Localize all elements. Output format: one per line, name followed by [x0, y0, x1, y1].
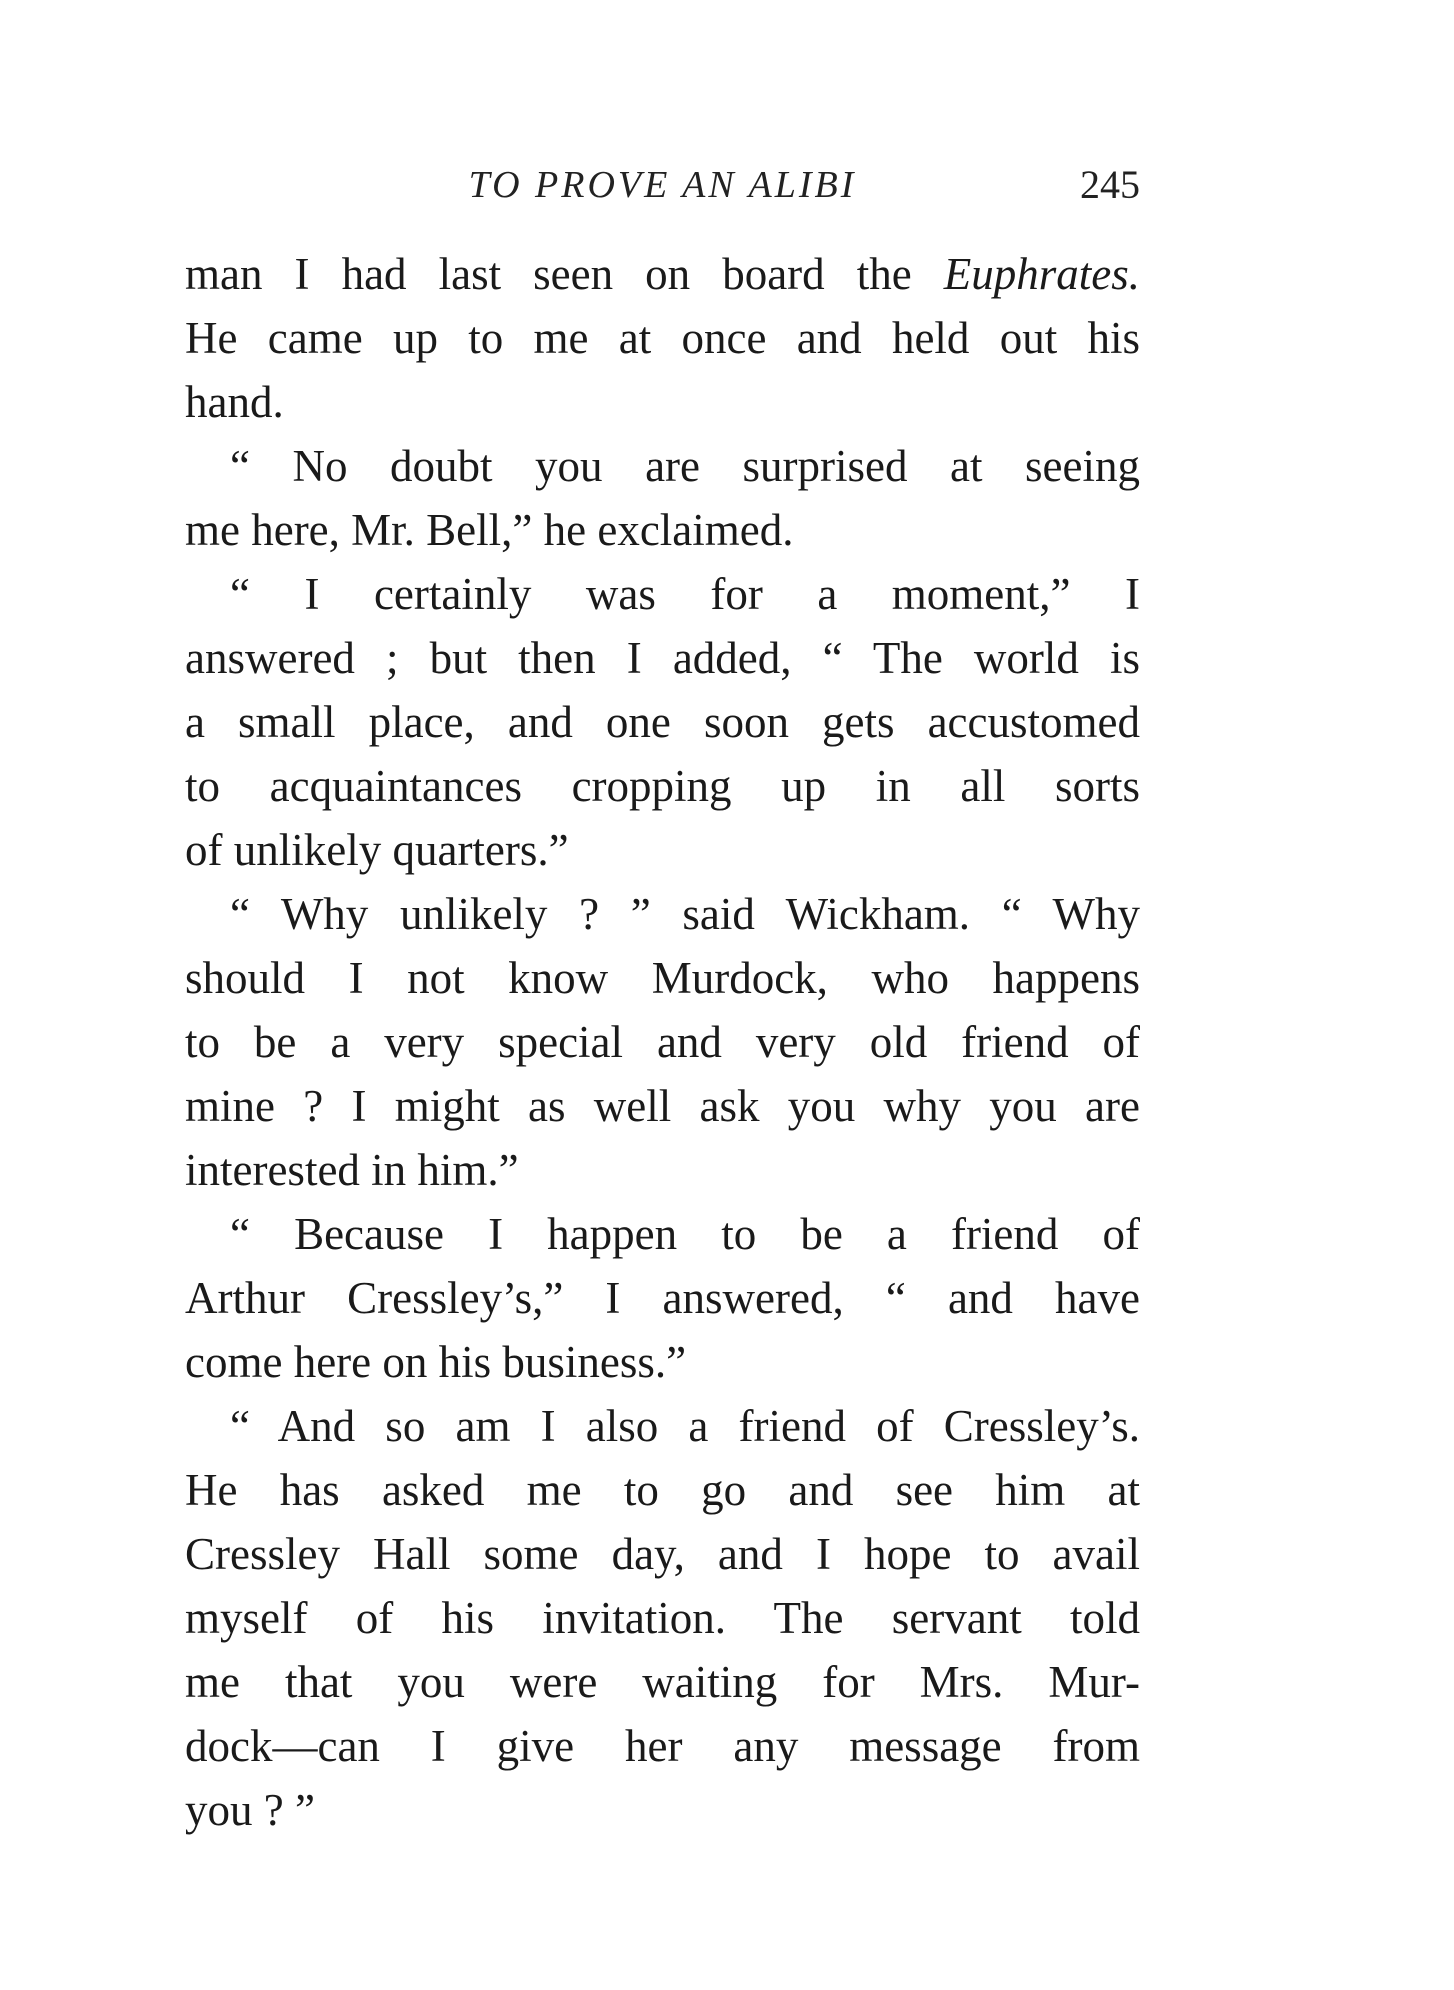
text-line	[185, 1650, 1140, 1714]
line-text: “ I certainly was for a moment,” I	[230, 569, 1140, 619]
text-line	[185, 1010, 1140, 1074]
line-text: me that you were waiting for Mrs. Mur-	[185, 1657, 1140, 1707]
line-text: He came up to me at once and held out his	[185, 313, 1140, 363]
line-text: Arthur Cressley’s,” I answered, “ and have	[185, 1273, 1140, 1323]
text-line	[185, 562, 1140, 626]
line-text: “ Why unlikely ? ” said Wickham. “ Why	[230, 889, 1140, 939]
line-text: me here, Mr. Bell,” he exclaimed.	[185, 505, 794, 555]
body-text	[185, 242, 1140, 1842]
text-line	[185, 434, 1140, 498]
line-text: hand.	[185, 377, 284, 427]
text-line	[185, 1202, 1140, 1266]
text-line	[185, 818, 1140, 882]
text-line	[185, 626, 1140, 690]
line-text: dock—can I give her any message from	[185, 1721, 1140, 1771]
text-line	[185, 306, 1140, 370]
line-text: He has asked me to go and see him at	[185, 1465, 1140, 1515]
text-line	[185, 1394, 1140, 1458]
line-text: should I not know Murdock, who happens	[185, 953, 1140, 1003]
text-line	[185, 1074, 1140, 1138]
text-line	[185, 1778, 1140, 1842]
text-line	[185, 1714, 1140, 1778]
text-line	[185, 690, 1140, 754]
line-text: of unlikely quarters.”	[185, 825, 569, 875]
line-text: answered ; but then I added, “ The world is	[185, 633, 1140, 683]
line-text: Cressley Hall some day, and I hope to avail	[185, 1529, 1140, 1579]
text-line	[185, 1522, 1140, 1586]
text-line	[185, 370, 1140, 434]
text-line	[185, 498, 1140, 562]
page-number: 245	[1080, 162, 1140, 207]
line-text: to be a very special and very old friend of	[185, 1017, 1140, 1067]
text-line	[185, 1138, 1140, 1202]
line-text: myself of his invitation. The servant told	[185, 1593, 1140, 1643]
line-text: a small place, and one soon gets accustomed	[185, 697, 1140, 747]
running-head	[185, 160, 1140, 210]
line-text: man I had last seen on board the	[185, 249, 944, 299]
italic-text: Euphrates.	[943, 249, 1140, 299]
line-text: to acquaintances cropping up in all sorts	[185, 761, 1140, 811]
line-text: you ? ”	[185, 1785, 315, 1835]
line-text: “ And so am I also a friend of Cressley’s.	[230, 1401, 1140, 1451]
text-line	[185, 1586, 1140, 1650]
text-line	[185, 1458, 1140, 1522]
line-text: interested in him.”	[185, 1145, 519, 1195]
line-text: “ No doubt you are surprised at seeing	[230, 441, 1140, 491]
line-text: come here on his business.”	[185, 1337, 687, 1387]
line-text: “ Because I happen to be a friend of	[230, 1209, 1140, 1259]
text-line	[185, 754, 1140, 818]
text-line	[185, 946, 1140, 1010]
text-line	[185, 242, 1140, 306]
running-title: TO PROVE AN ALIBI	[468, 164, 857, 206]
line-text: mine ? I might as well ask you why you are	[185, 1081, 1140, 1131]
text-line	[185, 882, 1140, 946]
text-line	[185, 1330, 1140, 1394]
text-line	[185, 1266, 1140, 1330]
